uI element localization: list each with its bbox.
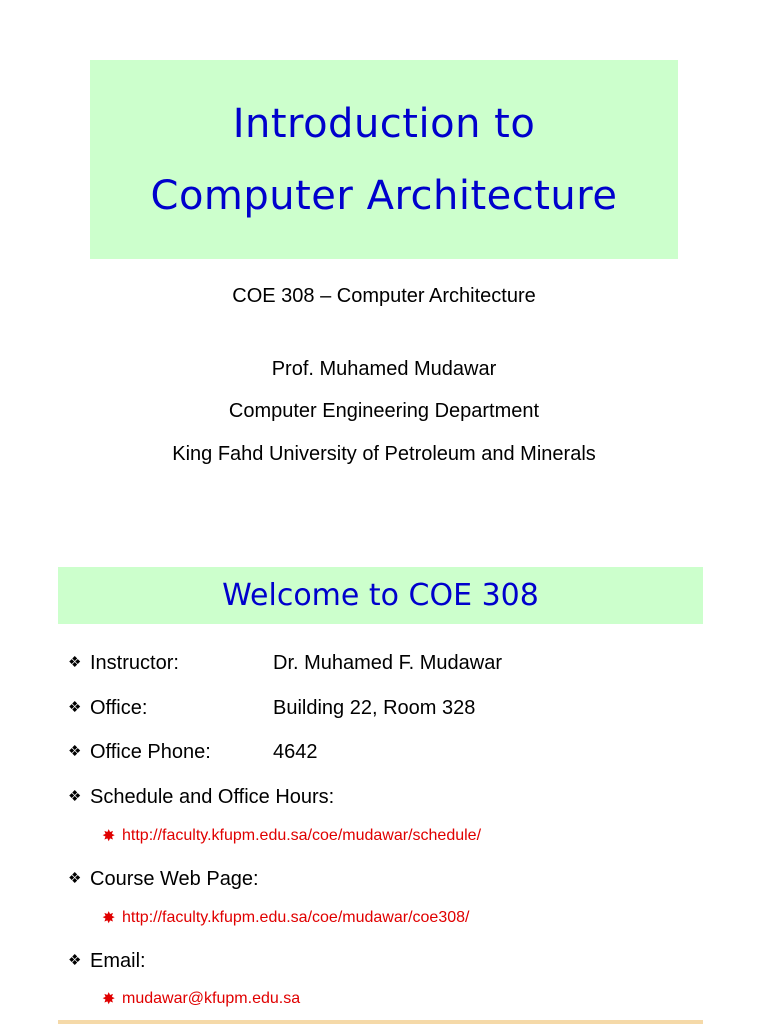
asterisk-icon: ✸ [102, 991, 116, 1008]
office-phone-row [68, 739, 318, 765]
email-link-row [102, 988, 300, 1010]
professor-name: Prof. Muhamed Mudawar [271, 358, 497, 380]
instructor-label: Instructor: [90, 651, 179, 674]
course-web-page-link[interactable]: http://faculty.kfupm.edu.sa/coe/mudawar/coe308/ [122, 909, 470, 926]
slide-title-line-1: Introduction to [232, 100, 536, 147]
diamond-bullet-icon: ❖ [68, 654, 82, 671]
welcome-title: Welcome to COE 308 [222, 578, 539, 613]
university-name: King Fahd University of Petroleum and Minerals [172, 443, 596, 465]
schedule-link-row [102, 825, 481, 847]
course-web-page-link-row [102, 907, 469, 929]
course-name: COE 308 – Computer Architecture [232, 285, 536, 307]
course-web-page-label: Course Web Page: [90, 867, 259, 890]
welcome-banner [58, 567, 703, 624]
instructor-value: Dr. Muhamed F. Mudawar [273, 651, 502, 674]
office-value: Building 22, Room 328 [273, 696, 476, 719]
course-web-page-row [68, 866, 259, 892]
title-banner [90, 60, 678, 259]
diamond-bullet-icon: ❖ [68, 743, 82, 760]
slide-title-line-2: Computer Architecture [150, 172, 618, 219]
schedule-row [68, 784, 334, 810]
slide-bottom-border [58, 1020, 703, 1024]
email-label: Email: [90, 949, 146, 972]
diamond-bullet-icon: ❖ [68, 870, 82, 887]
office-phone-value: 4642 [273, 740, 318, 763]
diamond-bullet-icon: ❖ [68, 952, 82, 969]
email-link[interactable]: mudawar@kfupm.edu.sa [122, 990, 301, 1007]
office-phone-label: Office Phone: [90, 740, 211, 763]
office-row [68, 695, 475, 721]
diamond-bullet-icon: ❖ [68, 788, 82, 805]
diamond-bullet-icon: ❖ [68, 699, 82, 716]
instructor-row [68, 650, 502, 676]
email-row [68, 948, 146, 974]
schedule-link[interactable]: http://faculty.kfupm.edu.sa/coe/mudawar/schedule/ [122, 827, 482, 844]
office-label: Office: [90, 696, 148, 719]
asterisk-icon: ✸ [102, 910, 116, 927]
schedule-label: Schedule and Office Hours: [90, 785, 335, 808]
asterisk-icon: ✸ [102, 828, 116, 845]
department-name: Computer Engineering Department [228, 400, 540, 422]
